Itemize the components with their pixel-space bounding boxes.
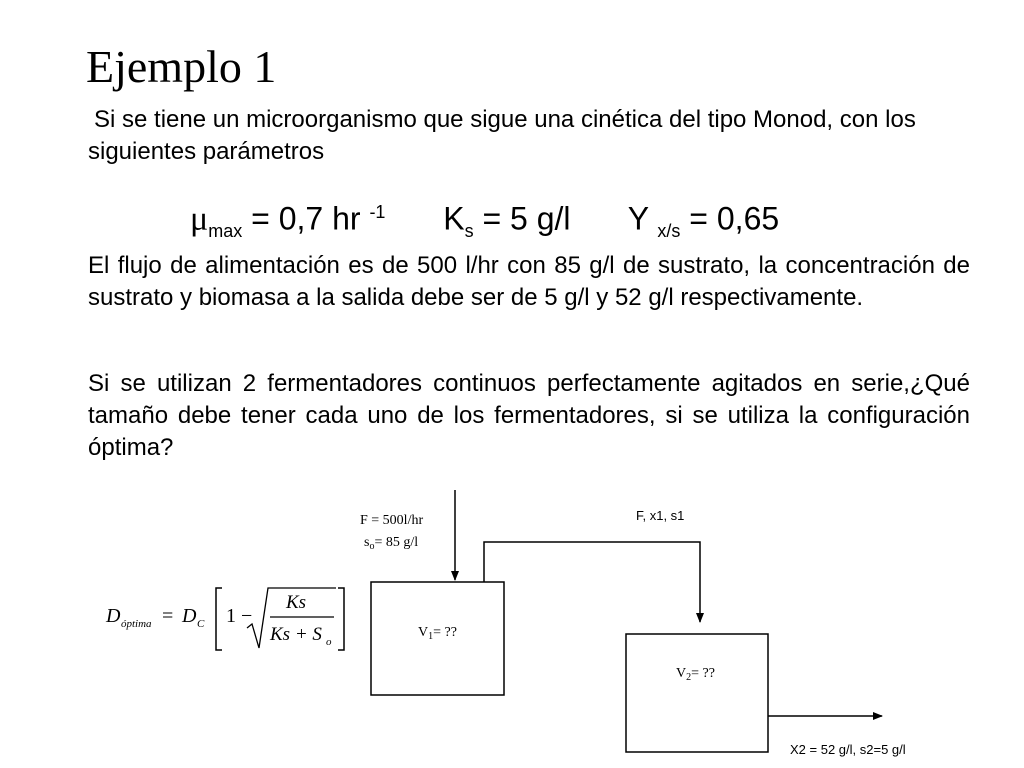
fermenter-v2 xyxy=(626,634,768,752)
mid-stream-label: F, x1, s1 xyxy=(636,508,685,523)
svg-text:=: = xyxy=(162,605,174,627)
svg-text:o: o xyxy=(326,636,332,648)
optimal-dilution-formula xyxy=(105,588,344,650)
ks-subscript: s xyxy=(464,221,474,242)
v2-label: $V_2=$ ?? xyxy=(676,666,715,683)
feed-flow-label: F = 500l/hr xyxy=(360,513,424,528)
y-symbol: Y xyxy=(627,200,649,237)
svg-text:Ks: Ks xyxy=(286,592,307,613)
y-value: = 0,65 xyxy=(689,200,780,237)
svg-text:D: D xyxy=(106,605,121,627)
svg-text:óptima: óptima xyxy=(121,618,152,630)
intro-text: Si se tiene un microorganismo que sigue una cinética del tipo Monod, con los siguientes parámetros xyxy=(88,106,916,165)
svg-text:1 −: 1 − xyxy=(226,605,253,627)
svg-text:Ks + S: Ks + S xyxy=(270,624,322,645)
mu-subscript: max xyxy=(208,221,243,242)
svg-text:D: D xyxy=(182,605,197,627)
v1-label: $V_1=$ ?? xyxy=(418,625,457,642)
feed-substrate-label: $s_o= 85$ g/l xyxy=(364,535,419,552)
slide-title: Ejemplo 1 xyxy=(86,41,277,92)
y-subscript: x/s xyxy=(657,221,681,242)
ks-value: = 5 g/l xyxy=(482,200,571,237)
mu-value: = 0,7 hr xyxy=(251,200,361,237)
output-label: X2 = 52 g/l, s2=5 g/l xyxy=(790,742,906,757)
svg-text:C: C xyxy=(197,618,205,630)
connector-arrow xyxy=(484,542,700,622)
ks-symbol: K xyxy=(443,200,465,237)
paragraph-question: Si se utilizan 2 fermentadores continuos perfectamente agitados en serie,¿Qué tamaño debe tener cada uno de los fermentadores, si se utiliza la configuración óptima? xyxy=(88,370,970,461)
paragraph-feed: El flujo de alimentación es de 500 l/hr con 85 g/l de sustrato, la concentración de sustrato y biomasa a la salida debe ser de 5 g/l y 52 g/l respectivamente. xyxy=(88,252,970,311)
mu-exponent: -1 xyxy=(369,202,386,222)
mu-symbol: μ xyxy=(190,200,209,238)
